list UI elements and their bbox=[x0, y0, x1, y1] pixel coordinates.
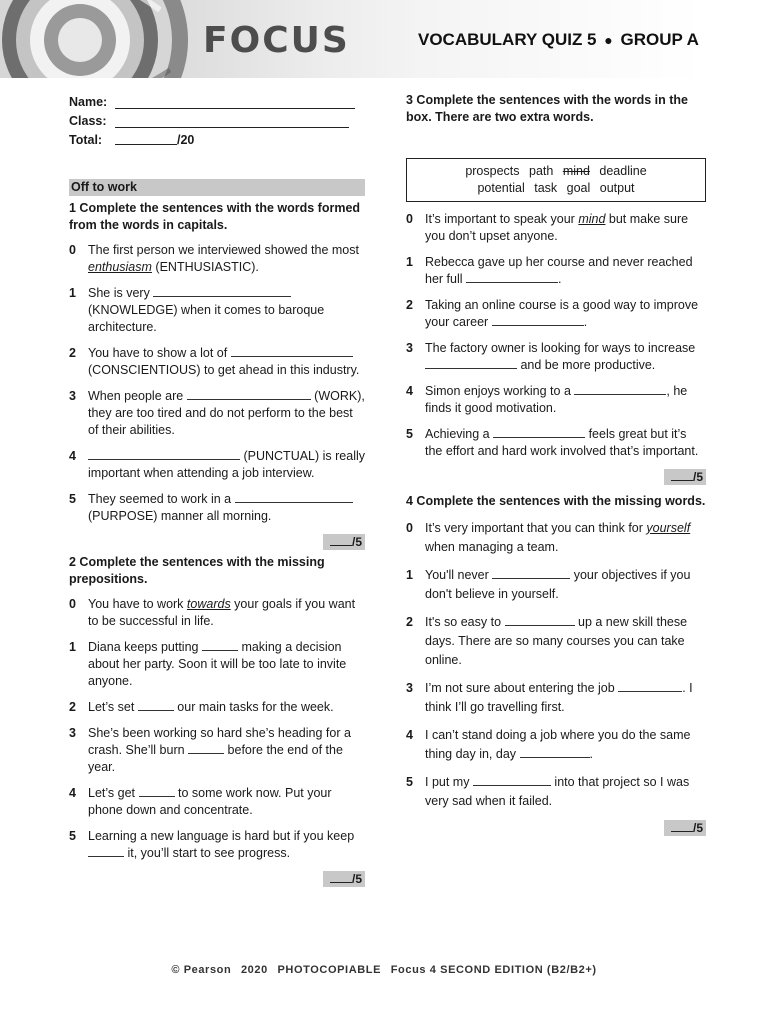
score-max: /5 bbox=[351, 535, 362, 549]
total-max: /20 bbox=[177, 133, 195, 147]
item-text-pre: Rebecca gave up her course and never reached her full bbox=[425, 255, 693, 286]
exercise-1-title: 1 Complete the sentences with the words formed from the words in capitals. bbox=[69, 201, 361, 232]
answer-blank[interactable] bbox=[505, 614, 575, 626]
item-text-post: your objectives if you don't believe in yourself. bbox=[425, 567, 691, 601]
score-box bbox=[323, 871, 365, 887]
answer-blank[interactable] bbox=[88, 448, 240, 460]
item-number: 3 bbox=[406, 341, 413, 355]
focus-logo-disc-icon bbox=[0, 0, 200, 78]
answer-blank[interactable] bbox=[618, 680, 682, 692]
list-item bbox=[69, 345, 365, 379]
item-text-pre: I can’t stand doing a job where you do the same thing day in, day bbox=[425, 727, 691, 761]
answer-blank[interactable] bbox=[202, 639, 238, 651]
item-text-post: , he finds it good motivation. bbox=[425, 384, 688, 415]
footer-year: 2020 bbox=[240, 964, 268, 976]
item-text bbox=[425, 519, 706, 557]
item-number: 0 bbox=[406, 212, 413, 226]
total-score bbox=[115, 133, 194, 147]
score-field[interactable] bbox=[671, 470, 693, 481]
right-column bbox=[406, 90, 706, 836]
item-text-post: (CONSCIENTIOUS) to get ahead in this industry. bbox=[88, 363, 360, 377]
brand-logo-text: FOCUS bbox=[203, 20, 350, 61]
score-max: /5 bbox=[351, 872, 362, 886]
item-text-post: but make sure you don’t upset anyone. bbox=[425, 212, 689, 243]
item-text-pre: It’s important to speak your bbox=[425, 212, 579, 226]
answer-blank[interactable] bbox=[88, 845, 124, 857]
list-item bbox=[406, 383, 706, 417]
item-text-post: when managing a team. bbox=[425, 539, 559, 554]
item-number: 4 bbox=[406, 727, 413, 742]
item-text bbox=[425, 773, 706, 811]
score-field[interactable] bbox=[330, 535, 352, 546]
item-text-post: to some work now. Put your phone down and concentrate. bbox=[88, 786, 332, 817]
list-item bbox=[69, 491, 365, 525]
item-text bbox=[425, 211, 706, 245]
item-text-post: before the end of the year. bbox=[88, 743, 343, 774]
total-row bbox=[69, 128, 365, 147]
score-box bbox=[664, 820, 706, 836]
example-answer: yourself bbox=[646, 520, 691, 535]
exercise-4-list bbox=[406, 519, 706, 811]
item-text-post: (PURPOSE) manner all morning. bbox=[88, 509, 272, 523]
item-number: 0 bbox=[406, 520, 413, 535]
list-item bbox=[406, 519, 706, 557]
example-answer: mind bbox=[578, 212, 606, 226]
item-text bbox=[88, 785, 365, 819]
item-text-pre: She is very bbox=[88, 286, 154, 300]
answer-blank[interactable] bbox=[188, 742, 224, 754]
total-label: Total: bbox=[69, 133, 103, 147]
answer-blank[interactable] bbox=[425, 357, 517, 369]
exercise-1-score bbox=[69, 534, 365, 550]
item-text-post: and be more productive. bbox=[517, 358, 656, 372]
box-word: output bbox=[599, 181, 635, 195]
item-number: 2 bbox=[69, 346, 76, 360]
item-text-pre: You have to show a lot of bbox=[88, 346, 231, 360]
list-item bbox=[69, 828, 365, 862]
list-item bbox=[406, 297, 706, 331]
item-text-pre: They seemed to work in a bbox=[88, 492, 235, 506]
item-number: 3 bbox=[406, 680, 413, 695]
page-footer bbox=[0, 964, 768, 976]
item-text-pre: Simon enjoys working to a bbox=[425, 384, 575, 398]
copyright: © Pearson bbox=[171, 964, 232, 976]
exercise-4-title: 4 Complete the sentences with the missing words. bbox=[406, 494, 706, 508]
answer-blank[interactable] bbox=[574, 383, 666, 395]
item-number: 5 bbox=[406, 774, 413, 789]
answer-blank[interactable] bbox=[493, 426, 585, 438]
item-text bbox=[88, 828, 365, 862]
quiz-name: VOCABULARY QUIZ 5 bbox=[418, 30, 597, 49]
name-label: Name: bbox=[69, 95, 108, 109]
score-box bbox=[664, 469, 706, 485]
list-item bbox=[69, 785, 365, 819]
item-text-post: (ENTHUSIASTIC). bbox=[151, 260, 259, 274]
item-text bbox=[425, 726, 706, 764]
left-column bbox=[69, 90, 365, 887]
item-text bbox=[88, 725, 365, 776]
item-text-pre: It’s very important that you can think for bbox=[425, 520, 647, 535]
word-box bbox=[406, 158, 706, 202]
word-box-row bbox=[407, 180, 705, 197]
item-number: 4 bbox=[69, 786, 76, 800]
item-text-post: it, you’ll start to see progress. bbox=[124, 846, 291, 860]
item-number: 1 bbox=[406, 255, 413, 269]
list-item bbox=[406, 566, 706, 604]
item-number: 2 bbox=[406, 614, 413, 629]
exercise-3-title: 3 Complete the sentences with the words in the box. There are two extra words. bbox=[406, 93, 688, 124]
item-text bbox=[88, 345, 365, 379]
item-text-post: (WORK), they are too tired and do not perform to the best of their abilities. bbox=[88, 389, 365, 437]
list-item bbox=[406, 211, 706, 245]
item-number: 1 bbox=[406, 567, 413, 582]
item-text-post: . bbox=[558, 272, 562, 286]
item-number: 1 bbox=[69, 640, 76, 654]
example-answer: towards bbox=[186, 597, 231, 611]
name-field[interactable] bbox=[115, 97, 355, 109]
item-number: 5 bbox=[69, 829, 76, 843]
item-number: 0 bbox=[69, 243, 76, 257]
item-text bbox=[425, 297, 706, 331]
exercise-2-title: 2 Complete the sentences with the missing prepositions. bbox=[69, 555, 325, 586]
edition-label: Focus 4 SECOND EDITION (B2/B2+) bbox=[390, 964, 597, 976]
answer-blank[interactable] bbox=[492, 314, 584, 326]
list-item bbox=[69, 725, 365, 776]
answer-blank[interactable] bbox=[231, 345, 353, 357]
answer-blank[interactable] bbox=[139, 785, 175, 797]
item-text-pre: You have to work bbox=[88, 597, 187, 611]
page-header bbox=[0, 0, 703, 78]
exercise-3-score bbox=[406, 469, 706, 485]
item-number: 3 bbox=[69, 726, 76, 740]
item-text bbox=[425, 254, 706, 288]
item-text-pre: You'll never bbox=[425, 567, 493, 582]
item-number: 4 bbox=[69, 449, 76, 463]
item-number: 0 bbox=[69, 597, 76, 611]
item-text bbox=[425, 340, 706, 374]
list-item bbox=[69, 242, 365, 276]
item-text-pre: Taking an online course is a good way to improve your career bbox=[425, 298, 699, 329]
item-text-post: (KNOWLEDGE) when it comes to baroque architecture. bbox=[88, 303, 325, 334]
list-item bbox=[406, 340, 706, 374]
item-number: 4 bbox=[406, 384, 413, 398]
box-word: task bbox=[534, 181, 558, 195]
item-text-post: (PUNCTUAL) is really important when attending a job interview. bbox=[88, 449, 366, 480]
item-text bbox=[88, 448, 365, 482]
item-number: 1 bbox=[69, 286, 76, 300]
item-text bbox=[88, 699, 365, 716]
item-text bbox=[425, 566, 706, 604]
list-item bbox=[69, 699, 365, 716]
item-text bbox=[425, 679, 706, 717]
list-item bbox=[406, 726, 706, 764]
list-item bbox=[69, 639, 365, 690]
item-text-post: up a new skill these days. There are so many courses you can take online. bbox=[425, 614, 688, 667]
exercise-4-score bbox=[406, 820, 706, 836]
item-text bbox=[425, 426, 706, 460]
class-row bbox=[69, 109, 365, 128]
answer-blank[interactable] bbox=[153, 285, 291, 297]
name-row bbox=[69, 90, 365, 109]
box-word: deadline bbox=[599, 164, 647, 178]
score-max: /5 bbox=[692, 820, 703, 835]
list-item bbox=[406, 426, 706, 460]
list-item bbox=[69, 285, 365, 336]
item-number: 3 bbox=[69, 389, 76, 403]
item-text-post: . bbox=[589, 746, 593, 761]
score-box bbox=[323, 534, 365, 550]
exercise-1-list bbox=[69, 242, 365, 525]
item-text-pre: Let’s get bbox=[88, 786, 139, 800]
class-field[interactable] bbox=[115, 116, 349, 128]
photocopiable-label: PHOTOCOPIABLE bbox=[277, 964, 382, 976]
box-word-used: mind bbox=[562, 164, 590, 178]
list-item bbox=[406, 254, 706, 288]
item-text bbox=[88, 491, 365, 525]
item-number: 2 bbox=[69, 700, 76, 714]
item-text-post: feels great but it’s the effort and hard work involved that’s important. bbox=[425, 427, 699, 458]
item-text-pre: The factory owner is looking for ways to increase bbox=[425, 341, 696, 355]
word-box-row bbox=[407, 163, 705, 180]
item-text bbox=[88, 242, 365, 276]
list-item bbox=[406, 679, 706, 717]
exercise-3-list bbox=[406, 211, 706, 460]
item-text-pre: When people are bbox=[88, 389, 187, 403]
score-field[interactable] bbox=[671, 821, 693, 832]
answer-blank[interactable] bbox=[466, 271, 558, 283]
box-word: potential bbox=[477, 181, 525, 195]
item-text-pre: I put my bbox=[425, 774, 473, 789]
item-text-post: making a decision about her party. Soon it will be too late to invite anyone. bbox=[88, 640, 347, 688]
item-text-post: our main tasks for the week. bbox=[173, 700, 334, 714]
answer-blank[interactable] bbox=[473, 774, 551, 786]
answer-blank[interactable] bbox=[187, 388, 311, 400]
item-text-post: . I think I’ll go travelling first. bbox=[425, 680, 693, 714]
item-text bbox=[425, 613, 706, 670]
item-text-pre: Learning a new language is hard but if you keep bbox=[88, 829, 355, 843]
box-word: path bbox=[529, 164, 554, 178]
list-item bbox=[406, 613, 706, 670]
list-item bbox=[406, 773, 706, 811]
score-field[interactable] bbox=[330, 872, 352, 883]
list-item bbox=[69, 448, 365, 482]
item-number: 5 bbox=[406, 427, 413, 441]
quiz-title bbox=[418, 30, 699, 50]
item-text bbox=[425, 383, 706, 417]
list-item bbox=[69, 388, 365, 439]
item-text-post: your goals if you want to be successful in life. bbox=[88, 597, 356, 628]
item-text-pre: I’m not sure about entering the job bbox=[425, 680, 619, 695]
answer-blank[interactable] bbox=[492, 567, 570, 579]
example-answer: enthusiasm bbox=[88, 260, 152, 274]
item-text-post: into that project so I was very sad when it failed. bbox=[425, 774, 690, 808]
answer-blank[interactable] bbox=[235, 491, 353, 503]
item-number: 5 bbox=[69, 492, 76, 506]
exercise-2-score bbox=[69, 871, 365, 887]
box-word: goal bbox=[566, 181, 591, 195]
answer-blank[interactable] bbox=[138, 699, 174, 711]
item-text-pre: She’s been working so hard she’s heading for a crash. She’ll burn bbox=[88, 726, 351, 757]
class-label: Class: bbox=[69, 114, 107, 128]
answer-blank[interactable] bbox=[520, 746, 590, 758]
item-text-pre: It's so easy to bbox=[425, 614, 505, 629]
score-max: /5 bbox=[692, 470, 703, 484]
section-title: Off to work bbox=[69, 179, 365, 196]
item-text bbox=[88, 596, 365, 630]
group-label: GROUP A bbox=[620, 30, 699, 49]
item-number: 2 bbox=[406, 298, 413, 312]
total-field[interactable] bbox=[115, 133, 177, 145]
item-text-post: . bbox=[583, 315, 588, 329]
exercise-2-list bbox=[69, 596, 365, 862]
item-text bbox=[88, 285, 365, 336]
item-text-pre: Diana keeps putting bbox=[88, 640, 202, 654]
item-text bbox=[88, 639, 365, 690]
bullet-separator: ● bbox=[604, 32, 613, 48]
item-text-pre: Achieving a bbox=[425, 427, 494, 441]
item-text-pre: The first person we interviewed showed the most bbox=[88, 243, 359, 257]
item-text bbox=[88, 388, 365, 439]
box-word: prospects bbox=[465, 164, 520, 178]
item-text-pre: Let’s set bbox=[88, 700, 138, 714]
list-item bbox=[69, 596, 365, 630]
